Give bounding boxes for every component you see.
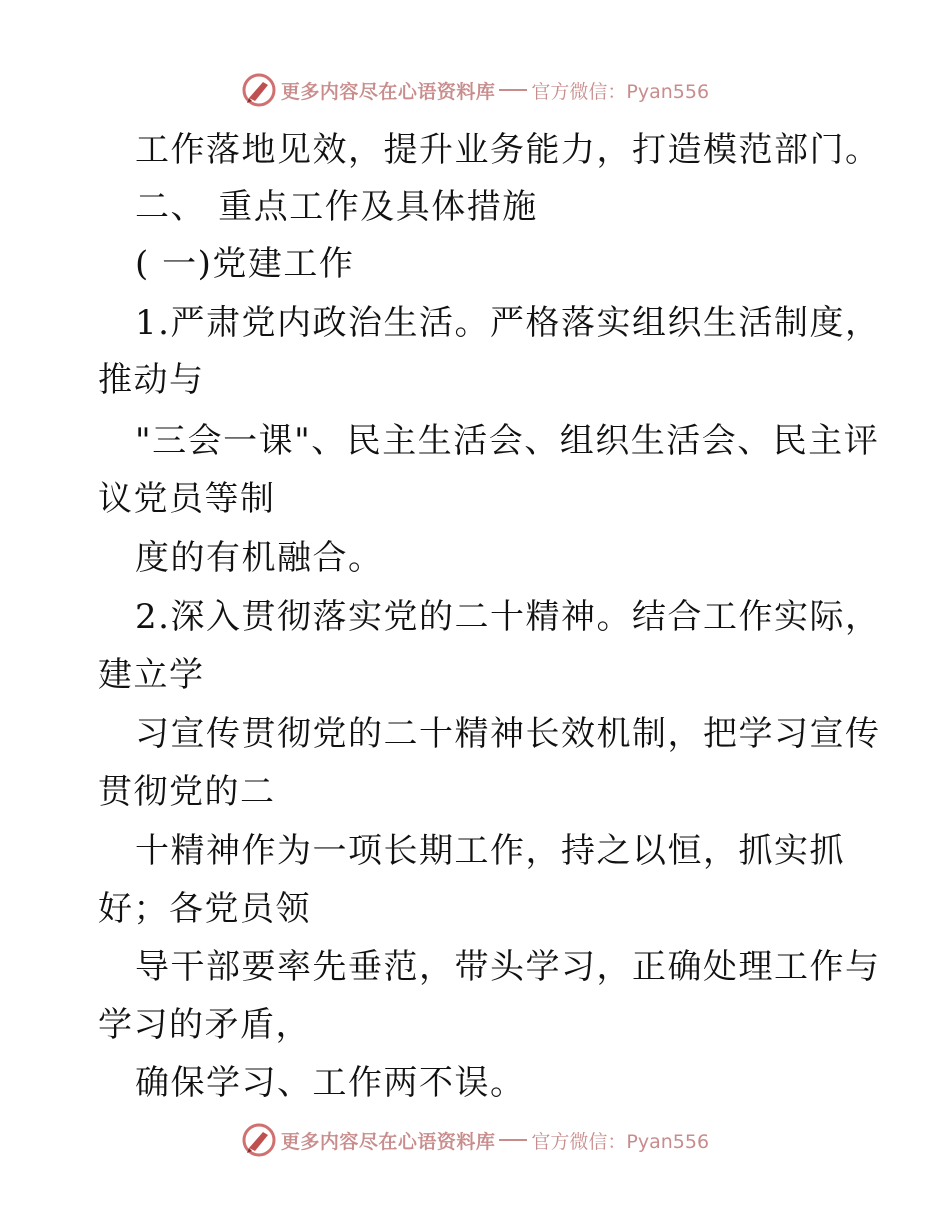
watermark-text: 更多内容尽在心语资料库 bbox=[280, 1130, 496, 1153]
watermark-wechat: 官方微信：Pyan556 bbox=[531, 1130, 710, 1153]
body-line: 1.严肃党内政治生活。严格落实组织生活制度， bbox=[135, 303, 881, 343]
pen-logo-icon bbox=[241, 1122, 277, 1158]
body-line: 学习的矛盾， bbox=[98, 1005, 311, 1045]
body-line: 建立学 bbox=[98, 655, 205, 695]
body-line: 好；各党员领 bbox=[98, 889, 311, 929]
body-line: 推动与 bbox=[98, 360, 205, 400]
watermark-text: 更多内容尽在心语资料库 bbox=[280, 80, 496, 103]
body-line: 习宣传贯彻党的二十精神长效机制，把学习宣传 bbox=[135, 714, 881, 754]
watermark-separator bbox=[499, 1139, 527, 1141]
body-line: 度的有机融合。 bbox=[135, 538, 384, 578]
body-line: 十精神作为一项长期工作，持之以恒，抓实抓 bbox=[135, 831, 845, 871]
body-line: 导干部要率先垂范，带头学习，正确处理工作与 bbox=[135, 947, 881, 987]
body-line: "三会一课"、民主生活会、组织生活会、民主评 bbox=[135, 421, 880, 461]
body-line: 贯彻党的二 bbox=[98, 772, 276, 812]
body-line: 确保学习、工作两不误。 bbox=[135, 1063, 526, 1103]
watermark-banner-top bbox=[0, 70, 950, 110]
subsection-heading: ( 一)党建工作 bbox=[135, 244, 355, 284]
watermark-separator bbox=[499, 89, 527, 91]
body-line: 工作落地见效，提升业务能力，打造模范部门。 bbox=[135, 130, 881, 170]
watermark-wechat: 官方微信：Pyan556 bbox=[531, 80, 710, 103]
watermark-banner-bottom bbox=[0, 1120, 950, 1160]
section-heading: 二、 重点工作及具体措施 bbox=[135, 187, 538, 227]
pen-logo-icon bbox=[241, 72, 277, 108]
body-line: 议党员等制 bbox=[98, 479, 276, 519]
body-line: 2.深入贯彻落实党的二十精神。结合工作实际， bbox=[135, 597, 881, 637]
